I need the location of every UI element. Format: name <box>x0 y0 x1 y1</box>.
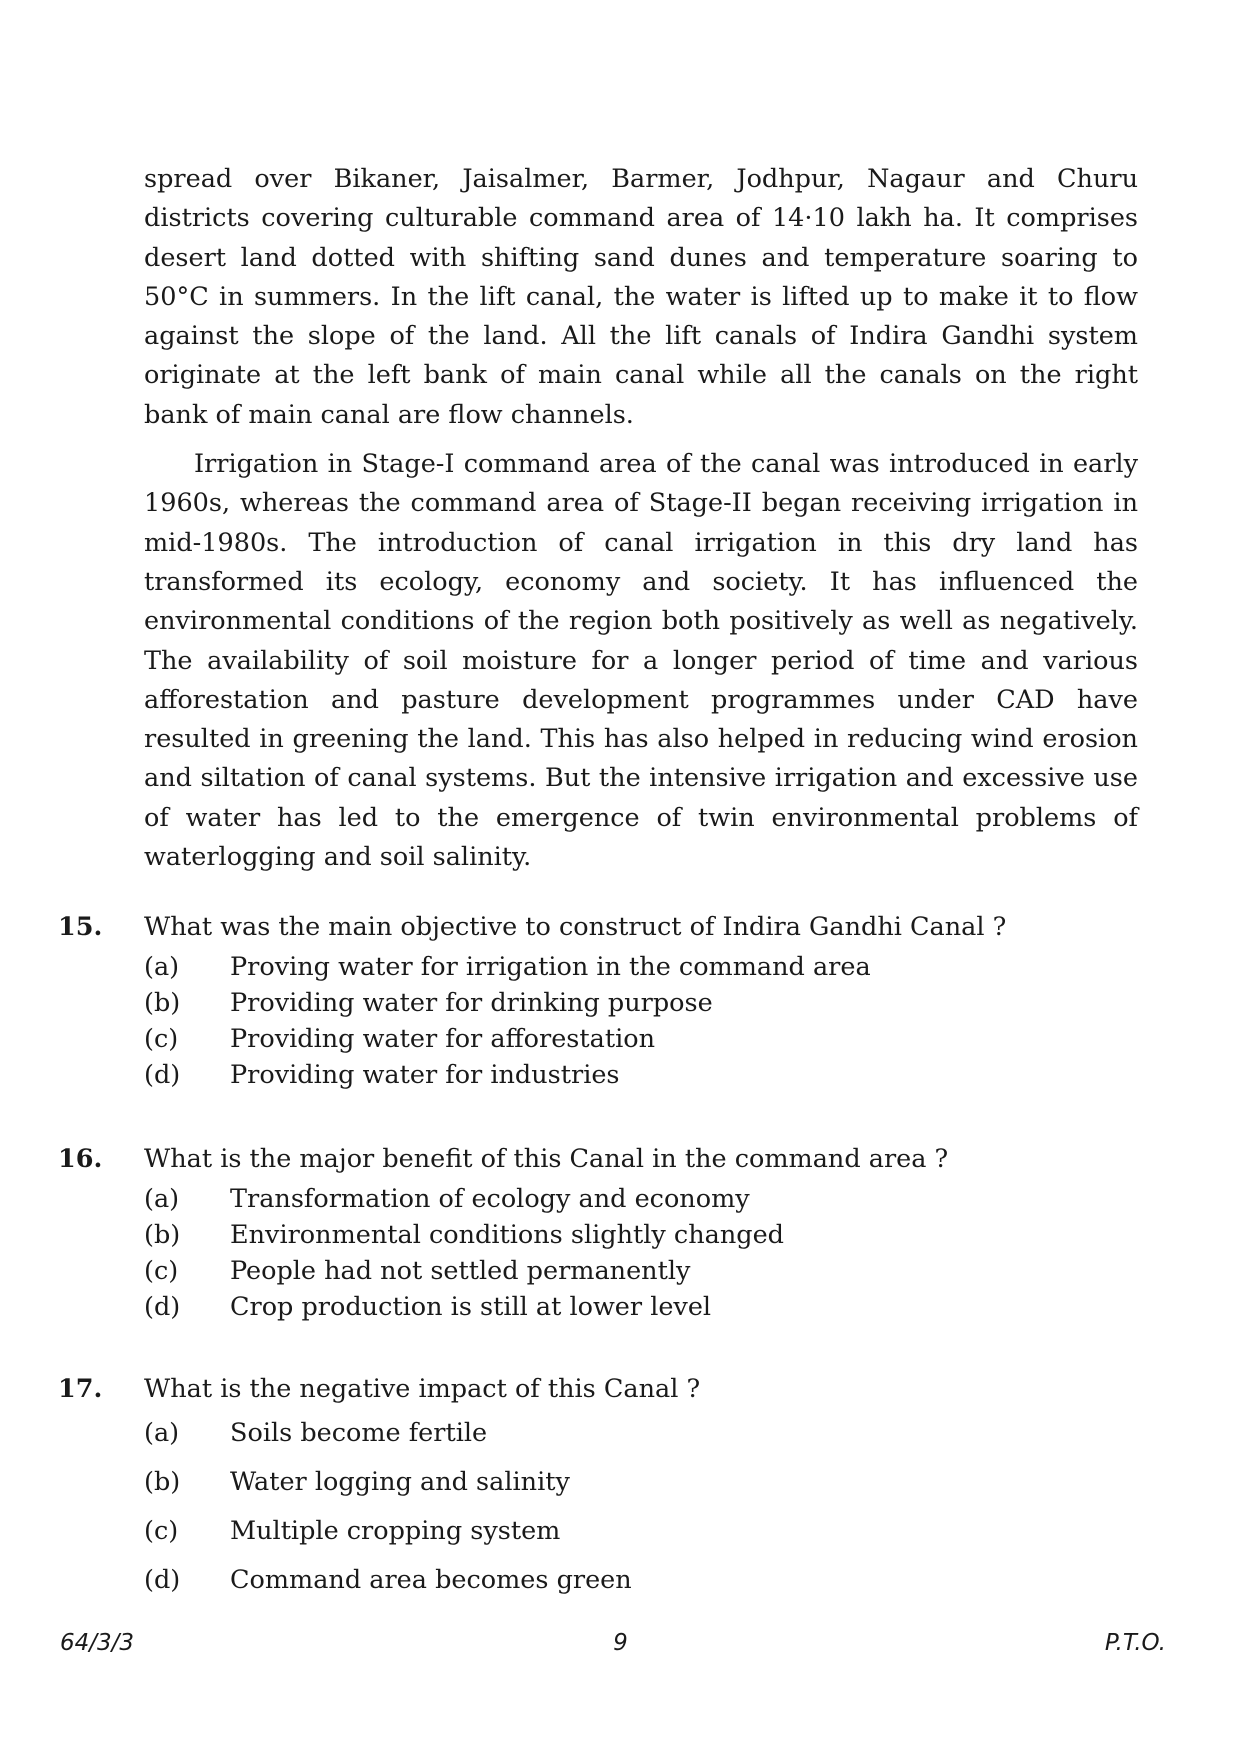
option-b <box>0 1467 1241 1503</box>
question-number: 16. <box>58 1144 103 1174</box>
option-text: Crop production is still at lower level <box>230 1292 712 1322</box>
page-number: 9 <box>613 1630 628 1656</box>
option-label: (c) <box>144 1256 179 1286</box>
question-number: 15. <box>58 912 103 942</box>
option-c <box>0 1516 1241 1552</box>
option-label: (a) <box>144 1184 180 1214</box>
option-a <box>0 952 1241 988</box>
option-label: (c) <box>144 1516 179 1546</box>
option-text: Transformation of ecology and economy <box>230 1184 750 1214</box>
option-c <box>0 1024 1241 1060</box>
option-text: Soils become fertile <box>230 1418 488 1448</box>
passage-paragraph-2: Irrigation in Stage-I command area of the canal was introduced in early 1960s, whereas the command area of Stage-II began receiving irrigation in mid-1980s. The introduction of canal irrigation in this dry land has transformed its ecology, economy and society. It has influenced the environmental conditions of the region both positively as well as negatively. The availability of soil moisture for a longer period of time and various afforestation and pasture development programmes under CAD have resulted in greening the land. This has also helped in reducing wind erosion and siltation of canal systems. But the intensive irrigation and excessive use of water has led to the emergence of twin environmental problems of waterlogging and soil salinity. <box>144 449 1138 873</box>
option-text: Water logging and salinity <box>230 1467 570 1497</box>
question-text: What is the negative impact of this Canal ? <box>144 1374 701 1404</box>
option-a <box>0 1184 1241 1220</box>
option-d <box>0 1060 1241 1096</box>
pto-label: P.T.O. <box>1104 1630 1166 1656</box>
option-d <box>0 1292 1241 1328</box>
paper-code: 64/3/3 <box>60 1630 135 1656</box>
option-c <box>0 1256 1241 1292</box>
option-text: Proving water for irrigation in the command area <box>230 952 871 982</box>
option-text: People had not settled permanently <box>230 1256 691 1286</box>
option-label: (a) <box>144 1418 180 1448</box>
option-text: Multiple cropping system <box>230 1516 561 1546</box>
question-number: 17. <box>58 1374 103 1404</box>
question-15 <box>0 912 1241 1090</box>
option-d <box>0 1565 1241 1601</box>
passage <box>144 160 1138 877</box>
passage-paragraph-1: spread over Bikaner, Jaisalmer, Barmer, Jodhpur, Nagaur and Churu districts covering culturable command area of 14·10 lakh ha. It comprises desert land dotted with shifting sand dunes and temperature soaring to 50°C in summers. In the lift canal, the water is lifted up to make it to flow against the slope of the land. All the lift canals of Indira Gandhi system originate at the left bank of main canal while all the canals on the right bank of main canal are flow channels. <box>144 164 1138 430</box>
option-label: (b) <box>144 1467 181 1497</box>
option-label: (d) <box>144 1565 181 1595</box>
question-16 <box>0 1144 1241 1322</box>
option-label: (c) <box>144 1024 179 1054</box>
question-text: What was the main objective to construct of Indira Gandhi Canal ? <box>144 912 1007 942</box>
option-label: (d) <box>144 1292 181 1322</box>
option-text: Environmental conditions slightly changed <box>230 1220 785 1250</box>
option-a <box>0 1418 1241 1454</box>
question-text: What is the major benefit of this Canal in the command area ? <box>144 1144 949 1174</box>
option-label: (b) <box>144 988 181 1018</box>
option-b <box>0 1220 1241 1256</box>
option-text: Providing water for afforestation <box>230 1024 656 1054</box>
option-text: Command area becomes green <box>230 1565 632 1595</box>
option-b <box>0 988 1241 1024</box>
option-text: Providing water for drinking purpose <box>230 988 713 1018</box>
question-17 <box>0 1374 1241 1595</box>
option-label: (b) <box>144 1220 181 1250</box>
option-label: (d) <box>144 1060 181 1090</box>
option-text: Providing water for industries <box>230 1060 620 1090</box>
option-label: (a) <box>144 952 180 982</box>
